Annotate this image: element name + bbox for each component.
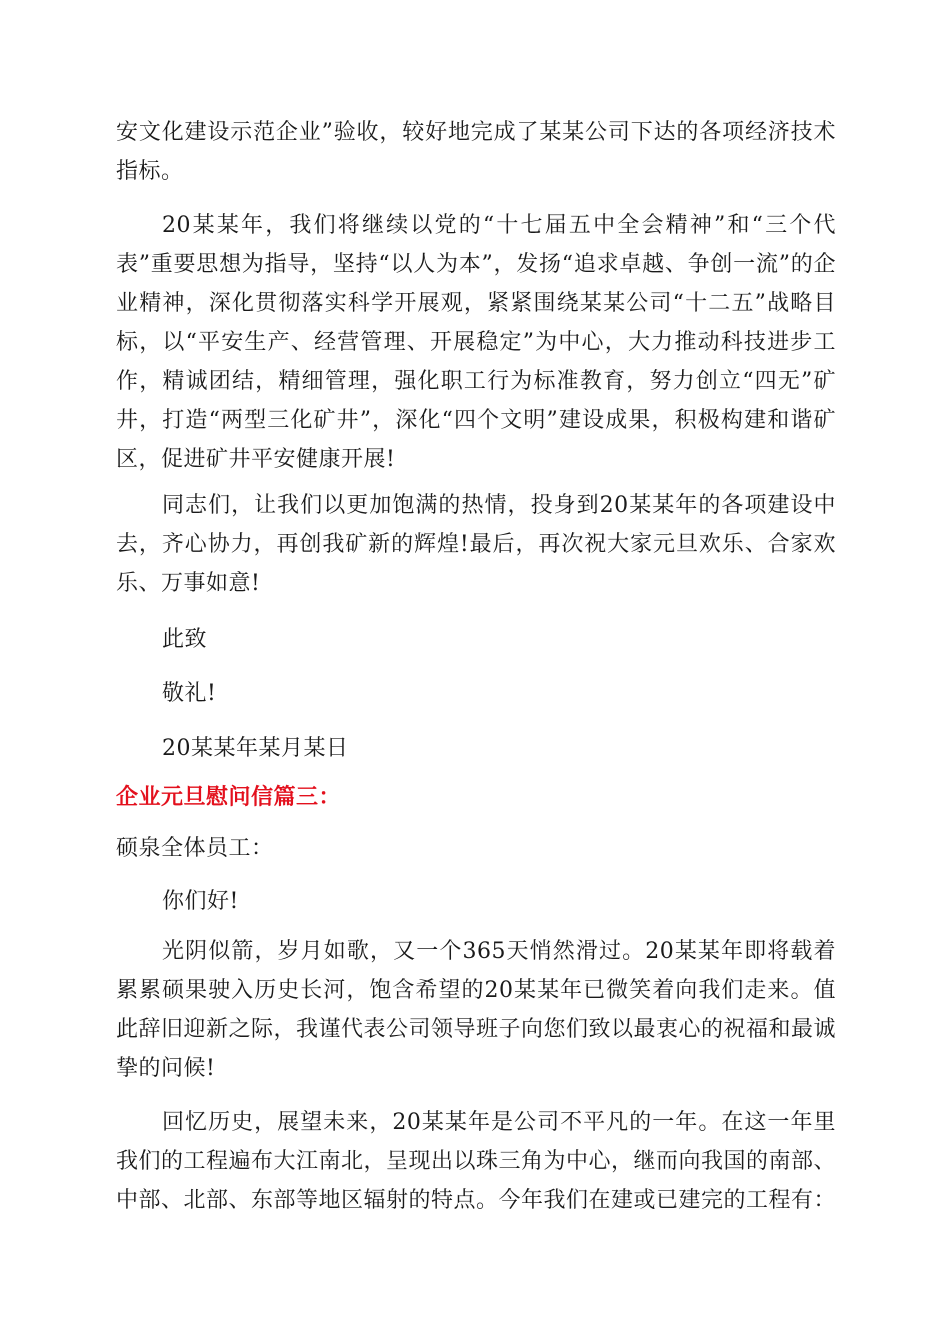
closing-ci-zhi: 此致 <box>162 627 208 652</box>
greeting: 你们好! <box>162 889 239 914</box>
paragraph-3-text: 同志们，让我们以更加饱满的热情，投身到20某某年的各项建设中去，齐心协力，再创我矿新的辉煌!最后，再次祝大家元旦欢乐、合家欢乐、万事如意! <box>116 493 836 596</box>
paragraph-1 <box>116 113 836 191</box>
date-line: 20某某年某月某日 <box>162 736 349 761</box>
paragraph-1-text: 安文化建设示范企业”验收，较好地完成了某某公司下达的各项经济技术指标。 <box>116 120 836 184</box>
section-heading: 企业元旦慰问信篇三： <box>116 785 342 810</box>
salutation: 硕泉全体员工： <box>116 836 274 861</box>
paragraph-2-text: 20某某年，我们将继续以党的“十七届五中全会精神”和“三个代表”重要思想为指导，坚持“以人为本”，发扬“追求卓越、争创一流”的企业精神，深化贯彻落实科学开展观，紧紧围绕某某公司“十二五”战略目标，以“平安生产、经营管理、开展稳定”为中心，大力推动科技进步工作，精诚团结，精细管理，强化职工行为标准教育，努力创立“四无”矿井，打造“两型三化矿井”，深化“四个文明”建设成果，积极构建和谐矿区，促进矿井平安健康开展! <box>116 213 836 472</box>
paragraph-5-text: 回忆历史，展望未来，20某某年是公司不平凡的一年。在这一年里我们的工程遍布大江南北，呈现出以珠三角为中心，继而向我国的南部、中部、北部、东部等地区辐射的特点。今年我们在建或已建完的工程有： <box>116 1110 837 1213</box>
paragraph-3 <box>116 486 836 603</box>
paragraph-2 <box>116 206 836 479</box>
paragraph-4 <box>116 932 836 1088</box>
paragraph-4-text: 光阴似箭，岁月如歌，又一个365天悄然滑过。20某某年即将载着累累硕果驶入历史长河，饱含希望的20某某年已微笑着向我们走来。值此辞旧迎新之际，我谨代表公司领导班子向您们致以最衷心的祝福和最诚挚的问候! <box>116 939 837 1081</box>
paragraph-5 <box>116 1103 836 1220</box>
closing-jing-li: 敬礼! <box>162 681 217 706</box>
